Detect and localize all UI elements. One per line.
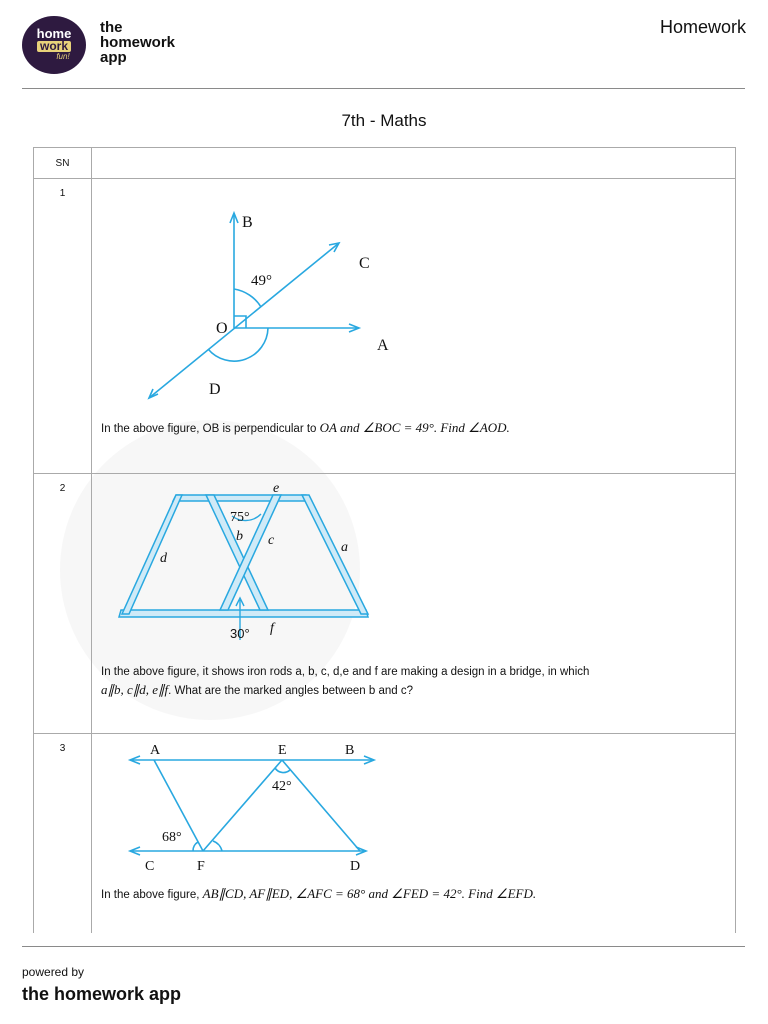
q2-text-rest: . What are the marked angles between b and c? [168,685,413,697]
q1-label-c: C [359,255,370,272]
table-row-divider [34,733,735,734]
brand-line-3: app [100,49,127,66]
q3-label-d: D [350,859,361,874]
footer-divider [22,946,745,947]
question-2-number: 2 [59,483,66,494]
question-table [33,147,736,933]
brand-line-1: the [100,19,123,36]
header-homework-label: Homework [659,17,746,37]
q3-label-a: A [150,743,161,758]
footer-brand: the homework app [22,984,182,1004]
brand-line-2: homework [100,34,176,51]
q2-label-a: a [341,540,348,555]
q2-label-b: b [236,529,243,544]
footer-powered-by: powered by [22,965,85,979]
page-title: 7th - Maths [341,111,427,130]
q2-label-angle-bottom: 30° [230,626,250,641]
q3-text-math: AB∥CD, AF∥ED, ∠AFC = 68° and ∠FED = 42°. Find ∠EFD. [202,886,537,901]
q2-label-d: d [160,551,167,566]
q1-label-angle: 49° [251,273,272,289]
logo-badge [22,16,86,74]
q3-label-e: E [278,743,287,758]
question-2-text [101,664,721,700]
q3-label-c: C [145,859,155,874]
q1-text-math: OA and ∠BOC = 49°. Find ∠AOD. [319,420,510,435]
question-3-figure [124,738,384,878]
q2-text-line1: In the above figure, it shows iron rods a, b, c, d,e and f are making a design in a bridge, in which [101,666,590,678]
question-1-number: 1 [59,188,66,199]
question-3-text [101,885,721,904]
question-2-figure [116,478,376,648]
q1-label-b: B [242,214,253,231]
q1-text-prefix: In the above figure, OB is perpendicular to [101,423,320,435]
question-1-text [101,419,721,438]
q3-label-b: B [345,743,355,758]
q1-label-o: O [216,320,228,337]
q2-label-f: f [270,621,274,636]
header-divider [22,88,745,89]
q1-label-a: A [377,337,389,354]
q2-label-angle-top: 75° [230,510,250,525]
q1-label-d: D [209,381,221,398]
brand-name [100,20,175,65]
logo-line-2: work [37,41,71,52]
question-3-number: 3 [59,743,66,754]
q3-label-angle-top: 42° [272,779,292,794]
q2-label-e: e [273,481,280,496]
table-header-divider [34,178,735,179]
q3-label-f: F [197,859,205,874]
q3-text-prefix: In the above figure, [101,889,203,901]
table-header-sn: SN [55,158,70,169]
logo-line-1: home [36,26,72,41]
q2-label-c: c [268,533,275,548]
q2-text-math: a∥b, c∥d, e∥f [101,682,169,697]
logo-line-3: fun! [56,52,70,61]
question-1-figure [134,193,414,408]
q3-label-angle-left: 68° [162,830,182,845]
table-column-divider [91,148,92,933]
table-row-divider [34,473,735,474]
